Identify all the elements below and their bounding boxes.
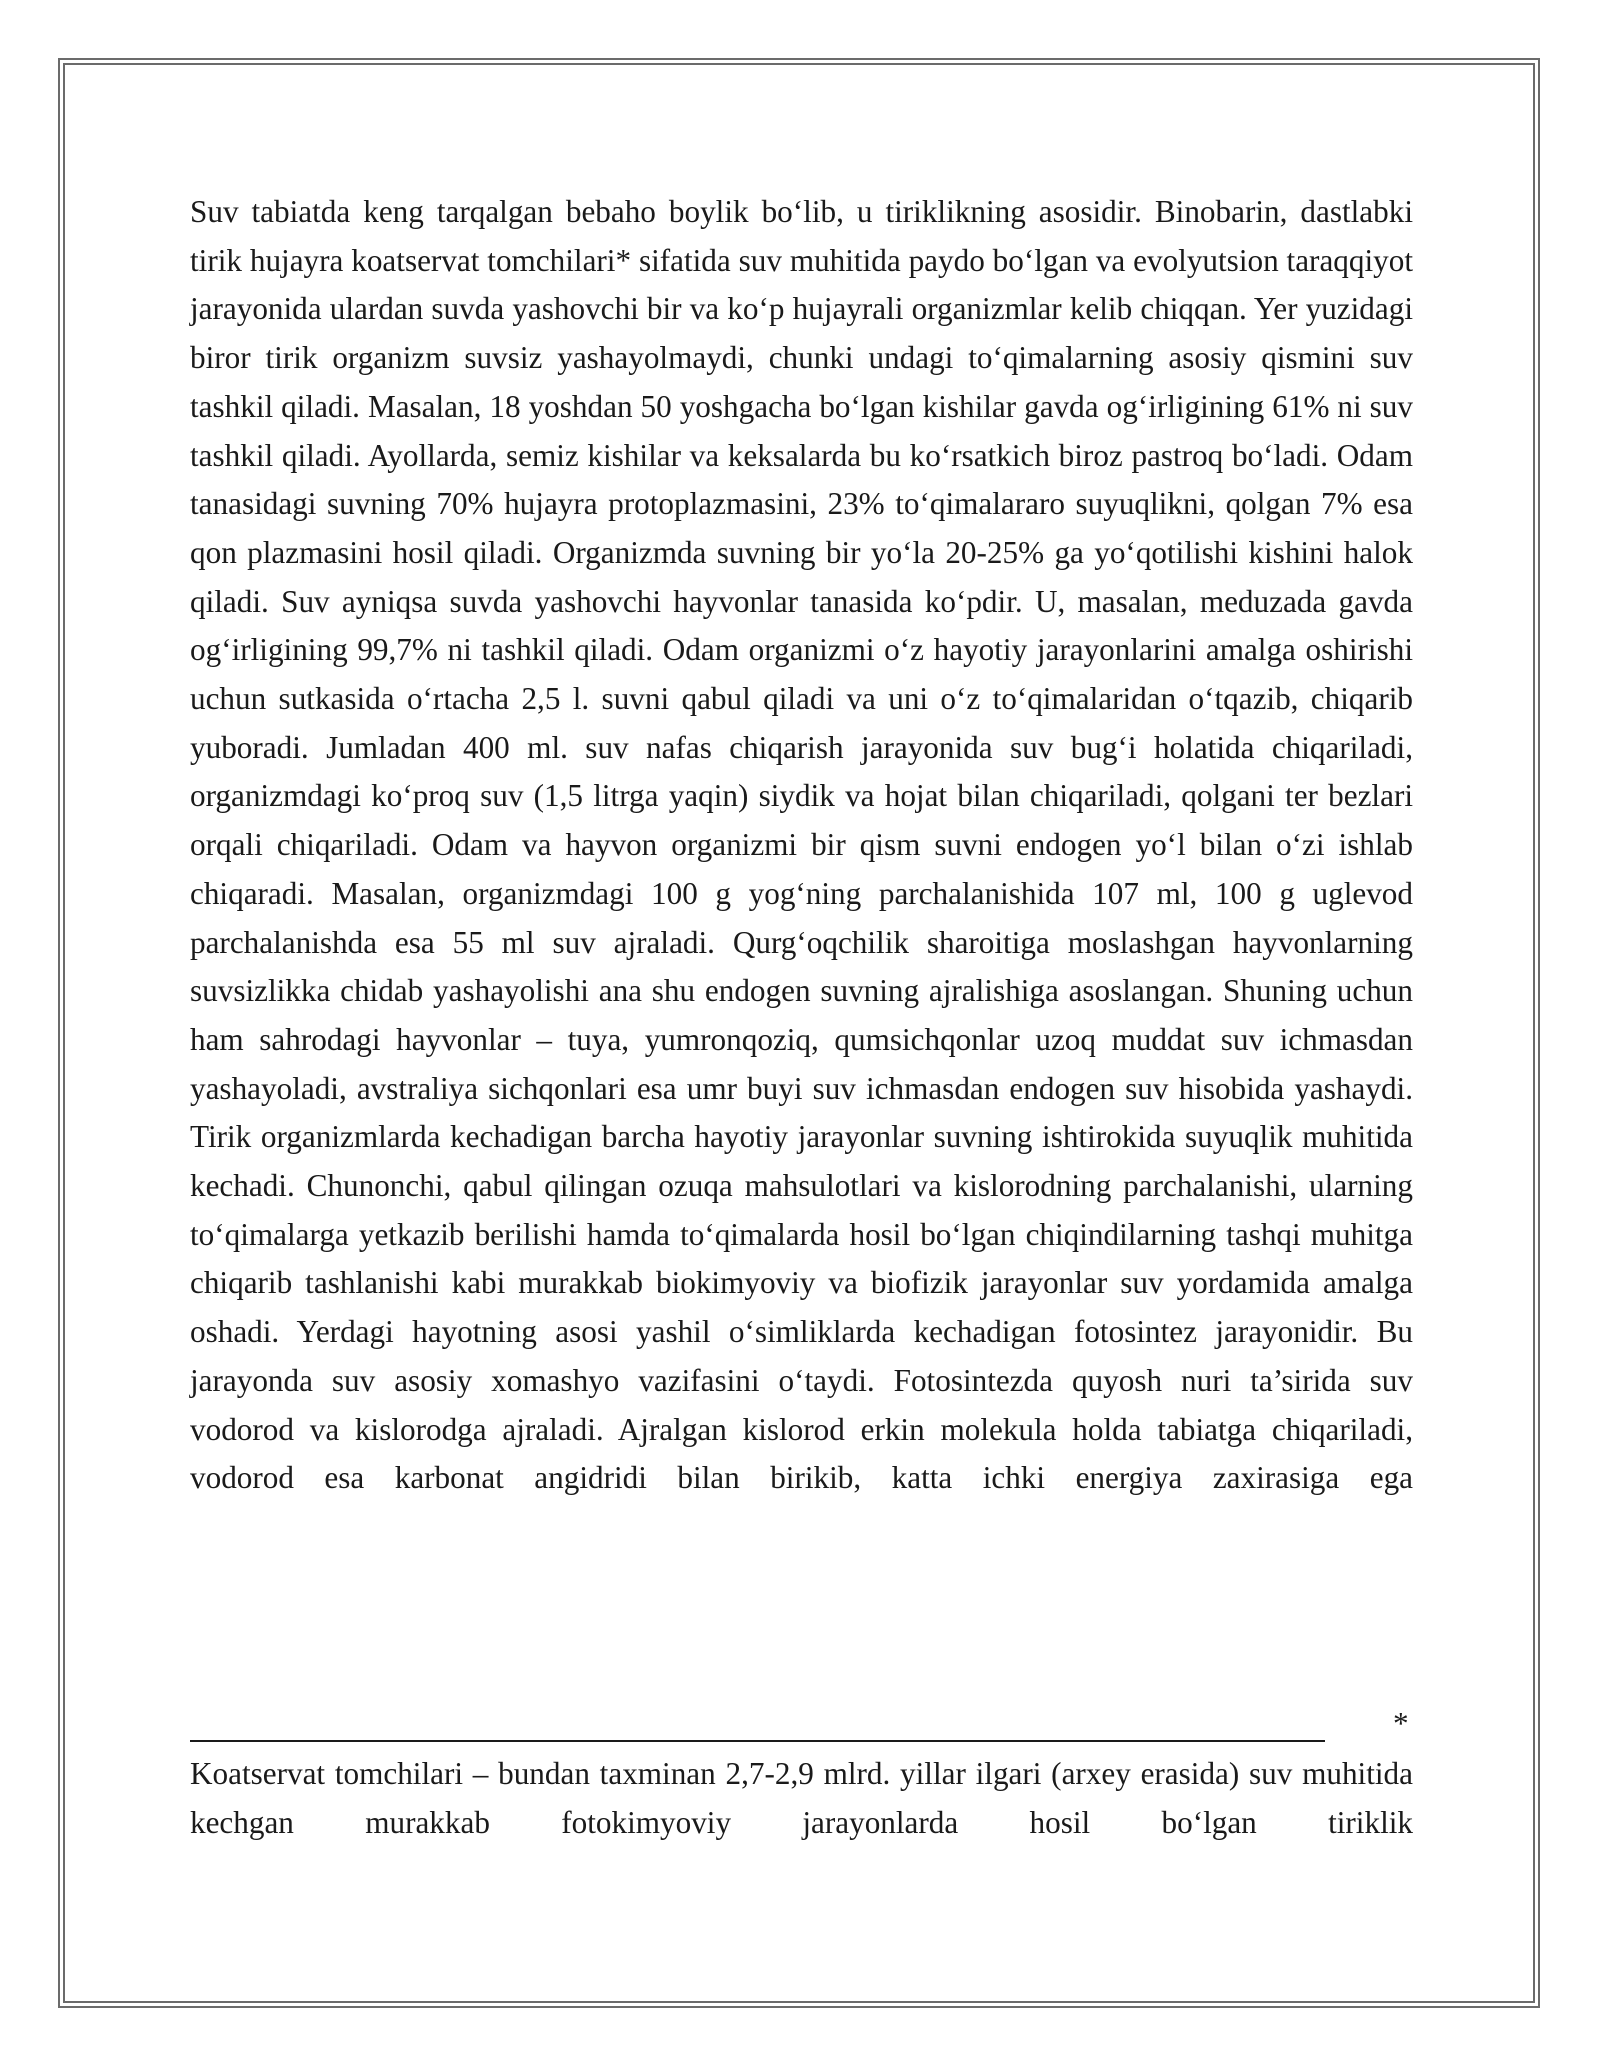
footnote-separator-line: [190, 1740, 1325, 1742]
body-text-block: [190, 188, 1413, 1503]
body-paragraph: Suv tabiatda keng tarqalgan bebaho boylik bo‘lib, u tiriklikning asosidir. Binobarin, dastlabki tirik hujayra koatservat tomchilari* sifatida suv muhitida paydo bo‘lgan va evolyutsion taraqqiyot jarayonida ulardan suvda yashovchi bir va ko‘p hujayrali organizmlar kelib chiqqan. Yer yuzidagi biror tirik organizm suvsiz yashayolmaydi, chunki undagi to‘qimalarning asosiy qismini suv tashkil qiladi. Masalan, 18 yoshdan 50 yoshgacha bo‘lgan kishilar gavda og‘irligining 61% ni suv tashkil qiladi. Ayollarda, semiz kishilar va keksalarda bu ko‘rsatkich biroz pastroq bo‘ladi. Odam tanasidagi suvning 70% hujayra protoplazmasini, 23% to‘qimalararo suyuqlikni, qolgan 7% esa qon plazmasini hosil qiladi. Organizmda suvning bir yo‘la 20-25% ga yo‘qotilishi kishini halok qiladi. Suv ayniqsa suvda yashovchi hayvonlar tanasida ko‘pdir. U, masalan, meduzada gavda og‘irligining 99,7% ni tashkil qiladi. Odam organizmi o‘z hayotiy jarayonlarini amalga oshirishi uchun sutkasida o‘rtacha 2,5 l. suvni qabul qiladi va uni o‘z to‘qimalaridan o‘tqazib, chiqarib yuboradi. Jumladan 400 ml. suv nafas chiqarish jarayonida suv bug‘i holatida chiqariladi, organizmdagi ko‘proq suv (1,5 litrga yaqin) siydik va hojat bilan chiqariladi, qolgani ter bezlari orqali chiqariladi. Odam va hayvon organizmi bir qism suvni endogen yo‘l bilan o‘zi ishlab chiqaradi. Masalan, organizmdagi 100 g yog‘ning parchalanishida 107 ml, 100 g uglevod parchalanishda esa 55 ml suv ajraladi. Qurg‘oqchilik sharoitiga moslashgan hayvonlarning suvsizlikka chidab yashayolishi ana shu endogen suvning ajralishiga asoslangan. Shuning uchun ham sahrodagi hayvonlar – tuya, yumronqoziq, qumsichqonlar uzoq muddat suv ichmasdan yashayoladi, avstraliya sichqonlari esa umr buyi suv ichmasdan endogen suv hisobida yashaydi. Tirik organizmlarda kechadigan barcha hayotiy jarayonlar suvning ishtirokida suyuqlik muhitida kechadi. Chunonchi, qabul qilingan ozuqa mahsulotlari va kislorodning parchalanishi, ularning to‘qimalarga yetkazib berilishi hamda to‘qimalarda hosil bo‘lgan chiqindilarning tashqi muhitga chiqarib tashlanishi kabi murakkab biokimyoviy va biofizik jarayonlar suv yordamida amalga oshadi. Yerdagi hayotning asosi yashil o‘simliklarda kechadigan fotosintez jarayonidir. Bu jarayonda suv asosiy xomashyo vazifasini o‘taydi. Fotosintezda quyosh nuri ta’sirida suv vodorod va kislorodga ajraladi. Ajralgan kislorod erkin molekula holda tabiatga chiqariladi, vodorod esa karbonat angidridi bilan birikib, katta ichki energiya zaxirasiga ega: [190, 194, 1413, 1496]
footnote-text: Koatservat tomchilari – bundan taxminan 2,7-2,9 mlrd. yillar ilgari (arxey erasida) suv muhitida kechgan murakkab fotokimyoviy jarayonlarda hosil bo‘lgan tiriklik: [190, 1756, 1413, 1840]
footnote-block: [190, 1750, 1413, 1847]
footnote-marker: *: [1393, 1706, 1409, 1741]
